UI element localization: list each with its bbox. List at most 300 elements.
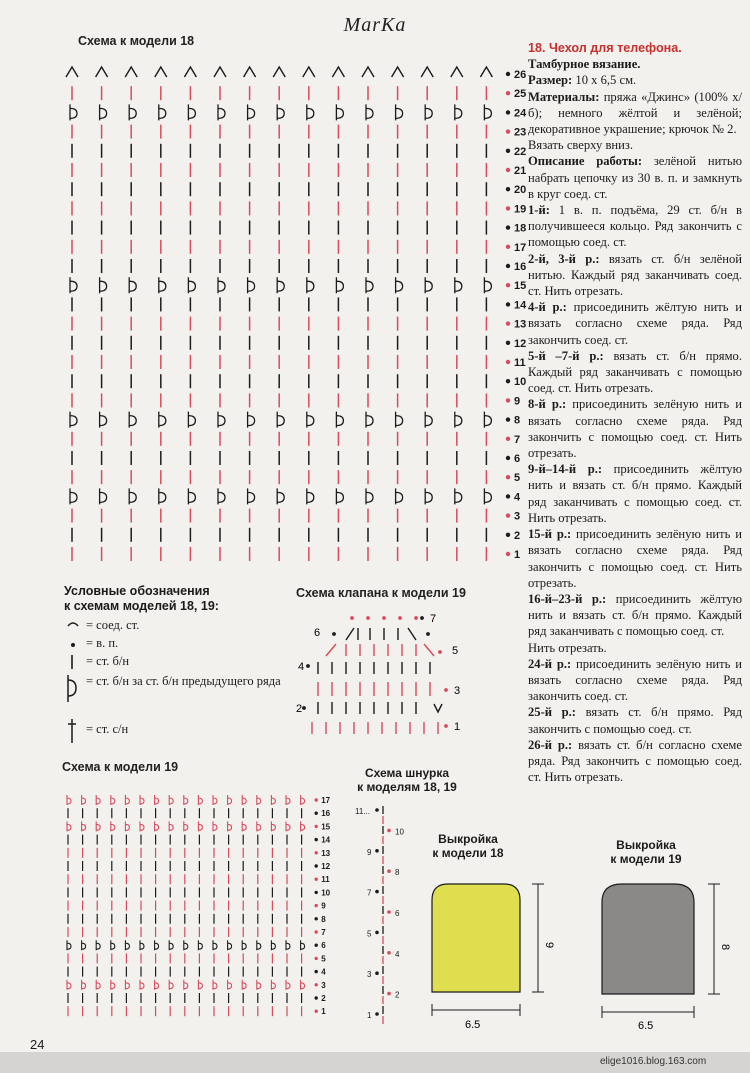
article-row-text: присоединить жёлтую нить и вязать согласно схеме ряда. Ряд закончить соед. ст. xyxy=(528,300,742,347)
article-paragraph xyxy=(528,704,742,736)
chart19-mark-back-loop xyxy=(67,795,71,805)
flap-mark xyxy=(346,628,354,640)
pattern19-title-line2: к модели 19 xyxy=(610,852,682,866)
chart19-mark-back-loop xyxy=(198,821,202,831)
chart18-mark-back-loop xyxy=(248,104,255,120)
cord-chain-dot xyxy=(387,910,391,914)
flap-label-4: 4 xyxy=(298,661,305,673)
article-row-label: 16-й–23-й р.: xyxy=(528,591,607,606)
legend-label: = ст. с/н xyxy=(86,722,129,736)
pattern18-shape xyxy=(420,872,560,1032)
article-paragraph xyxy=(528,737,742,786)
chart18-mark-back-loop xyxy=(307,277,314,293)
chart18-mark-back-loop xyxy=(188,488,195,504)
chart18-mark-back-loop xyxy=(218,488,225,504)
chart18-chain-dot xyxy=(506,513,510,517)
chart18-mark-back-loop xyxy=(248,277,255,293)
chart19-mark-back-loop xyxy=(125,821,129,831)
pattern18-width-label: 6.5 xyxy=(465,1019,481,1031)
chart19-mark-back-loop xyxy=(301,940,305,950)
chart19-mark-back-loop xyxy=(198,980,202,990)
chart18-chain-dot xyxy=(506,283,510,287)
flap-chain-dot xyxy=(444,688,448,692)
article-row-text: присоединить зелёную нить и вязать согласно схеме ряда. Ряд закончить с помощью соед. ст. Нить отрезать. xyxy=(528,397,742,461)
chart18-mark-decrease xyxy=(155,67,167,77)
chart18-chain-dot xyxy=(506,437,510,441)
chart19-mark-back-loop xyxy=(140,940,144,950)
legend-item-single-crochet xyxy=(86,654,129,669)
article-row-label: 25-й р.: xyxy=(528,705,576,720)
article-paragraph xyxy=(528,251,742,300)
flap-mark xyxy=(408,628,416,640)
chart19-mark-back-loop xyxy=(242,795,246,805)
chart19-mark-back-loop xyxy=(96,795,100,805)
chart18-chain-dot xyxy=(506,398,510,402)
chart19-chain-dot xyxy=(315,798,318,801)
chart19-chain-dot xyxy=(315,983,318,986)
chart18-chain-dot xyxy=(506,341,510,345)
flap-mark xyxy=(434,704,442,712)
chart18-mark-back-loop xyxy=(336,412,343,428)
cord-chain-dot xyxy=(375,931,379,935)
cord-chain-dot xyxy=(375,1012,379,1016)
chart18-row-label: 18 xyxy=(514,222,527,235)
pattern18-height-label: 9 xyxy=(543,942,555,949)
chart19-row-label: 2 xyxy=(321,994,326,1003)
article-row-label: 26-й р.: xyxy=(528,737,573,752)
chart19-chain-dot xyxy=(315,917,318,920)
chart19-mark-back-loop xyxy=(228,980,232,990)
chart19-mark-back-loop xyxy=(169,821,173,831)
chart19-mark-back-loop xyxy=(242,980,246,990)
flap-chain-dot xyxy=(350,616,354,620)
slip-stitch-icon xyxy=(66,620,80,632)
chart18-chain-dot xyxy=(506,149,510,153)
flap19-title: Схема клапана к модели 19 xyxy=(296,586,466,600)
cord-title xyxy=(352,766,462,794)
chart18-mark-back-loop xyxy=(159,488,166,504)
cord-row-label: 1 xyxy=(367,1011,372,1020)
chart18-mark-back-loop xyxy=(307,412,314,428)
chart18-row-label: 13 xyxy=(514,318,527,331)
chart19-row-label: 1 xyxy=(321,1007,326,1017)
article-row-label: Материалы: xyxy=(528,89,600,104)
flap-mark xyxy=(326,644,336,656)
article-paragraph xyxy=(528,89,742,138)
chart19-mark-back-loop xyxy=(111,821,115,831)
pattern18-title xyxy=(418,832,518,860)
flap-label-7: 7 xyxy=(430,613,437,625)
cord-row-label: 7 xyxy=(367,888,372,898)
legend-label: = ст. б/н за ст. б/н предыдущего ряда xyxy=(86,674,281,688)
article-text xyxy=(528,40,742,785)
chart19-mark-back-loop xyxy=(140,980,144,990)
chart18-chain-dot xyxy=(506,225,510,229)
legend-item-slip-stitch xyxy=(86,618,139,633)
cord-row-label: 3 xyxy=(367,970,372,980)
chart19-mark-back-loop xyxy=(111,940,115,950)
flap-label-2: 2 xyxy=(296,703,303,715)
chart18-mark-decrease xyxy=(125,67,137,77)
article-row-label: 1-й: xyxy=(528,203,550,218)
chart18-mark-back-loop xyxy=(129,412,136,428)
chart18-mark-decrease xyxy=(451,67,463,77)
cord-row-label: 8 xyxy=(395,868,400,878)
chart19-mark-back-loop xyxy=(213,940,217,950)
chart19-chain-dot xyxy=(315,812,318,815)
article-row-text: 1 в. п. подъёма, 29 ст. б/н в получившееся кольцо. Ряд закончить с помощью соед. ст. xyxy=(528,203,742,250)
chart18-row-label: 2 xyxy=(514,529,521,542)
chart18-chain-dot xyxy=(506,110,510,114)
chart18-mark-back-loop xyxy=(159,277,166,293)
chart19-mark-back-loop xyxy=(301,821,305,831)
chart19-chain-dot xyxy=(315,851,318,854)
chart19-mark-back-loop xyxy=(155,980,159,990)
chart19-mark-back-loop xyxy=(184,940,188,950)
chart19-chain-dot xyxy=(315,996,318,999)
chart19-mark-back-loop xyxy=(213,821,217,831)
flap-chain-dot xyxy=(414,616,418,620)
chart18-mark-back-loop xyxy=(307,488,314,504)
footer-watermark: elige1016.blog.163.com xyxy=(600,1056,707,1067)
chart18-mark-back-loop xyxy=(336,104,343,120)
chart18-chain-dot xyxy=(506,206,510,210)
cord-chain-dot xyxy=(387,869,391,873)
legend xyxy=(64,584,304,754)
chart18-mark-back-loop xyxy=(366,104,373,120)
legend-item-chain xyxy=(86,636,118,651)
chart18-mark-back-loop xyxy=(129,277,136,293)
chart19-row-label: 16 xyxy=(321,809,331,819)
chart18-mark-back-loop xyxy=(100,488,107,504)
chart19-mark-back-loop xyxy=(155,821,159,831)
chart19-mark-back-loop xyxy=(169,795,173,805)
chart18-mark-back-loop xyxy=(366,488,373,504)
chart19-mark-back-loop xyxy=(257,940,261,950)
chart19-row-label: 10 xyxy=(321,888,331,898)
cord-chain-dot xyxy=(375,890,379,894)
chart19-mark-back-loop xyxy=(184,795,188,805)
cord-chain-dot xyxy=(387,951,391,955)
legend-item-double-crochet xyxy=(86,722,128,737)
article-paragraph xyxy=(528,56,742,72)
chart18-chain-dot xyxy=(506,379,510,383)
chart19-row-label: 8 xyxy=(321,914,326,924)
chart18-mark-back-loop xyxy=(336,488,343,504)
chart18-mark-decrease xyxy=(244,67,256,77)
chart19-chain-dot xyxy=(315,930,318,933)
chart18-chain-dot xyxy=(506,321,510,325)
chart18-chain-dot xyxy=(506,264,510,268)
flap-chain-dot xyxy=(302,706,306,710)
chart18-row-label: 22 xyxy=(514,145,527,158)
chart18-title: Схема к модели 18 xyxy=(78,34,195,48)
chart19-mark-back-loop xyxy=(96,940,100,950)
article-row-text: присоединить зелёную нить и вязать согласно схеме ряда. Ряд закончить соед. ст. xyxy=(528,656,742,704)
chart18-chain-dot xyxy=(506,552,510,556)
chart19-row-label: 17 xyxy=(321,796,331,805)
article-title: 18. Чехол для телефона. xyxy=(528,41,682,55)
article-paragraph xyxy=(528,461,742,526)
legend-title-line1: Условные обозначения xyxy=(64,584,210,598)
chart19-mark-back-loop xyxy=(184,980,188,990)
chain-icon xyxy=(66,638,80,650)
chart19-row-label: 7 xyxy=(321,928,326,937)
chart18-row-label: 15 xyxy=(514,280,527,293)
chart19-chain-dot xyxy=(315,864,318,867)
article-row-text: зелёной нитью набрать цепочку из 30 в. п. и замкнуть в круг соед. ст. xyxy=(528,154,742,201)
article-row-text: присоединить зелёную нить и вязать согласно схеме ряда. Ряд закончить с помощью соед. ст. Нить отрезать. xyxy=(528,527,742,590)
pattern19-body xyxy=(602,884,694,994)
chart18-mark-decrease xyxy=(332,67,344,77)
chart18-chain-dot xyxy=(506,456,510,460)
chart18-mark-back-loop xyxy=(455,104,462,120)
chart18-row-label: 11 xyxy=(514,357,526,369)
chart18-mark-back-loop xyxy=(455,277,462,293)
article-row-text: вязать ст. б/н прямо. Каждый ряд заканчивать с помощью соед. ст. Нить отрезать. xyxy=(528,348,743,396)
chart19-mark-back-loop xyxy=(213,980,217,990)
chart19-mark-back-loop xyxy=(140,795,144,805)
article-row-label: 24-й р.: xyxy=(528,656,572,671)
chart18-row-label: 4 xyxy=(514,491,521,504)
chart19-mark-back-loop xyxy=(82,795,86,805)
flap-chain-dot xyxy=(420,616,424,620)
chart19-mark-back-loop xyxy=(140,821,144,831)
chart18-mark-back-loop xyxy=(425,277,432,293)
article-row-text: вязать ст. б/н зелёной нитью. Каждый ряд заканчивать соед. ст. Нить отрезать. xyxy=(528,251,742,299)
chart18-chain-dot xyxy=(506,417,510,421)
article-paragraph xyxy=(528,299,742,348)
double-crochet-icon xyxy=(66,718,80,744)
chart18-mark-back-loop xyxy=(277,277,284,293)
chart19-chain-dot xyxy=(315,825,318,828)
chart18-mark-back-loop xyxy=(484,277,491,293)
cord-row-label: 2 xyxy=(395,990,400,1000)
chart18-row-label: 5 xyxy=(514,472,521,485)
chart18-mark-back-loop xyxy=(248,488,255,504)
article-row-text: вязать ст. б/н согласно схеме ряда. Ряд закончить с помощью соед. ст. Нить отрезать. xyxy=(528,737,742,785)
chart19-mark-back-loop xyxy=(125,795,129,805)
article-row-label: Тамбурное вязание. xyxy=(528,57,641,72)
chart19-mark-back-loop xyxy=(286,980,290,990)
chart18-mark-back-loop xyxy=(100,104,107,120)
article-paragraph xyxy=(528,640,742,656)
chart19-chain-dot xyxy=(315,957,318,960)
chart19-chain-dot xyxy=(315,944,318,947)
chart18-mark-back-loop xyxy=(159,412,166,428)
article-row-label: Описание работы: xyxy=(528,154,643,169)
chart19-mark-back-loop xyxy=(198,795,202,805)
chart19-mark-back-loop xyxy=(242,940,246,950)
article-row-text: пряжа «Джинс» (100% х/б); немного жёлтой и зелёной; декоративное украшение; крючок № 2. xyxy=(528,89,742,137)
article-paragraph xyxy=(528,656,742,705)
cord-row-label: 5 xyxy=(367,929,372,939)
chart18-mark-back-loop xyxy=(396,412,403,428)
chart19-mark-back-loop xyxy=(111,795,115,805)
article-row-label: 4-й р.: xyxy=(528,300,567,315)
chart18-chain-dot xyxy=(506,168,510,172)
cord-title-line2: к моделям 18, 19 xyxy=(357,780,457,794)
chart19-mark-back-loop xyxy=(213,795,217,805)
chart19-mark-back-loop xyxy=(228,795,232,805)
chart18-row-label: 19 xyxy=(514,203,527,216)
chart19-mark-back-loop xyxy=(257,821,261,831)
chart18-mark-decrease xyxy=(66,67,78,77)
chart18-mark-back-loop xyxy=(159,104,166,120)
flap-chain-dot xyxy=(382,616,386,620)
chart18-mark-back-loop xyxy=(425,488,432,504)
legend-item-back-loop xyxy=(86,674,286,689)
chart18-chain-dot xyxy=(506,245,510,249)
article-row-label: Размер: xyxy=(528,73,573,88)
pattern19-title xyxy=(596,838,696,866)
chart19-mark-back-loop xyxy=(286,795,290,805)
chart19-chain-dot xyxy=(315,878,318,881)
article-paragraph xyxy=(528,396,742,461)
cord-chain-dot xyxy=(387,829,391,833)
chart18-mark-back-loop xyxy=(70,412,77,428)
chart19-mark-back-loop xyxy=(198,940,202,950)
pattern19-height-label: 8 xyxy=(719,944,731,951)
chart18-mark-back-loop xyxy=(70,277,77,293)
chart19-mark-back-loop xyxy=(67,980,71,990)
chart18-row-label: 3 xyxy=(514,510,521,523)
chart18-row-label: 10 xyxy=(514,376,527,389)
chart18-mark-back-loop xyxy=(277,488,284,504)
chart18-mark-back-loop xyxy=(218,104,225,120)
page-number: 24 xyxy=(30,1037,45,1052)
single-crochet-icon xyxy=(66,654,80,670)
article-paragraph xyxy=(528,348,742,397)
pattern18-title-line2: к модели 18 xyxy=(432,846,504,860)
cord-row-label: 11... xyxy=(355,807,370,816)
chart18-mark-back-loop xyxy=(366,412,373,428)
pattern19-title-line1: Выкройка xyxy=(616,838,676,852)
chart18-mark-back-loop xyxy=(366,277,373,293)
flap-chain-dot xyxy=(444,724,448,728)
article-paragraph xyxy=(528,202,742,251)
chart18-chain-dot xyxy=(506,187,510,191)
chart19-mark-back-loop xyxy=(271,795,275,805)
chart18-row-label: 21 xyxy=(514,165,527,177)
chart18-row-label: 12 xyxy=(514,337,527,350)
chart18-chain-dot xyxy=(506,475,510,479)
chart19-row-label: 9 xyxy=(321,901,326,911)
chart19-row-label: 15 xyxy=(321,822,331,832)
chart19-mark-back-loop xyxy=(125,980,129,990)
chart19-mark-back-loop xyxy=(82,940,86,950)
article-row-label: 2-й, 3-й р.: xyxy=(528,251,600,266)
chart18-row-label: 14 xyxy=(514,299,527,312)
chart18-mark-back-loop xyxy=(396,488,403,504)
flap-label-1: 1 xyxy=(454,721,461,733)
chart18-mark-back-loop xyxy=(484,412,491,428)
chart18-mark-back-loop xyxy=(129,104,136,120)
chart19-mark-back-loop xyxy=(155,940,159,950)
chart19-mark-back-loop xyxy=(169,980,173,990)
chart18-mark-back-loop xyxy=(100,277,107,293)
chart18-mark-decrease xyxy=(96,67,108,77)
article-row-text: Вязать сверху вниз. xyxy=(528,138,633,153)
chart19-row-label: 12 xyxy=(321,862,331,871)
pattern18-title-line1: Выкройка xyxy=(438,832,498,846)
chart18-row-label: 20 xyxy=(514,184,527,197)
back-loop-sc-icon xyxy=(64,674,80,708)
chart19-mark-back-loop xyxy=(242,821,246,831)
chart19-mark-back-loop xyxy=(82,821,86,831)
cord-row-label: 6 xyxy=(395,909,400,918)
cord-row-label: 10 xyxy=(395,827,404,837)
chart18-chain-dot xyxy=(506,129,510,133)
chart18-mark-back-loop xyxy=(484,104,491,120)
chart18-row-label: 25 xyxy=(514,88,527,101)
chart18-chain-dot xyxy=(506,72,510,76)
flap-mark xyxy=(424,644,434,656)
pattern19-shape xyxy=(590,872,740,1032)
article-row-text: присоединить жёлтую нить и вязать ст. б/н прямо. Каждый ряд заканчивать с помощью соед. ст. Нить отрезать. xyxy=(528,462,742,525)
article-row-label: 8-й р.: xyxy=(528,397,567,412)
chart18-mark-back-loop xyxy=(218,277,225,293)
chart18-mark-back-loop xyxy=(248,412,255,428)
chart18-mark-back-loop xyxy=(396,104,403,120)
flap-label-3: 3 xyxy=(454,685,461,697)
chart19-mark-back-loop xyxy=(169,940,173,950)
chart18-mark-back-loop xyxy=(277,412,284,428)
chart18-chain-dot xyxy=(506,494,510,498)
chart19-chain-dot xyxy=(315,838,318,841)
cord-chain-dot xyxy=(375,849,379,853)
cord-chain-dot xyxy=(375,808,379,812)
chart19-mark-back-loop xyxy=(301,980,305,990)
chart18-row-label: 6 xyxy=(514,453,521,465)
flap-label-6: 6 xyxy=(314,627,321,639)
chart18-row-label: 26 xyxy=(514,69,527,81)
chart19-row-label: 11 xyxy=(321,875,330,885)
article-paragraph xyxy=(528,137,742,153)
chart19-mark-back-loop xyxy=(96,821,100,831)
chart19-mark-back-loop xyxy=(111,980,115,990)
chart18-mark-back-loop xyxy=(277,104,284,120)
chart19-chain-dot xyxy=(315,1010,318,1013)
chart19-row-label: 3 xyxy=(321,980,326,990)
chart18-mark-back-loop xyxy=(396,277,403,293)
chart19-row-label: 14 xyxy=(321,835,331,845)
flap-chain-dot xyxy=(306,664,310,668)
chart18-row-label: 23 xyxy=(514,126,527,139)
chart18-mark-decrease xyxy=(362,67,374,77)
chart19-grid xyxy=(60,780,350,1030)
legend-label: = соед. ст. xyxy=(86,618,140,632)
chart18-mark-back-loop xyxy=(100,412,107,428)
chart19-chain-dot xyxy=(315,970,318,973)
chart19-mark-back-loop xyxy=(96,980,100,990)
chart19-mark-back-loop xyxy=(286,940,290,950)
article-row-text: 10 x 6,5 см. xyxy=(572,73,637,88)
chart18-mark-back-loop xyxy=(218,412,225,428)
cord-title-line1: Схема шнурка xyxy=(364,766,450,780)
chart19-mark-back-loop xyxy=(67,821,71,831)
chart19-row-label: 5 xyxy=(321,954,326,964)
chart18-mark-back-loop xyxy=(188,104,195,120)
article-paragraph xyxy=(528,40,742,56)
chart18-chain-dot xyxy=(506,533,510,537)
chart18-mark-back-loop xyxy=(455,412,462,428)
chart19-chain-dot xyxy=(315,904,318,907)
chart19-chain-dot xyxy=(315,891,318,894)
flap-chain-dot xyxy=(398,616,402,620)
chart18-row-label: 7 xyxy=(514,433,521,446)
cord-diagram xyxy=(355,798,415,1030)
